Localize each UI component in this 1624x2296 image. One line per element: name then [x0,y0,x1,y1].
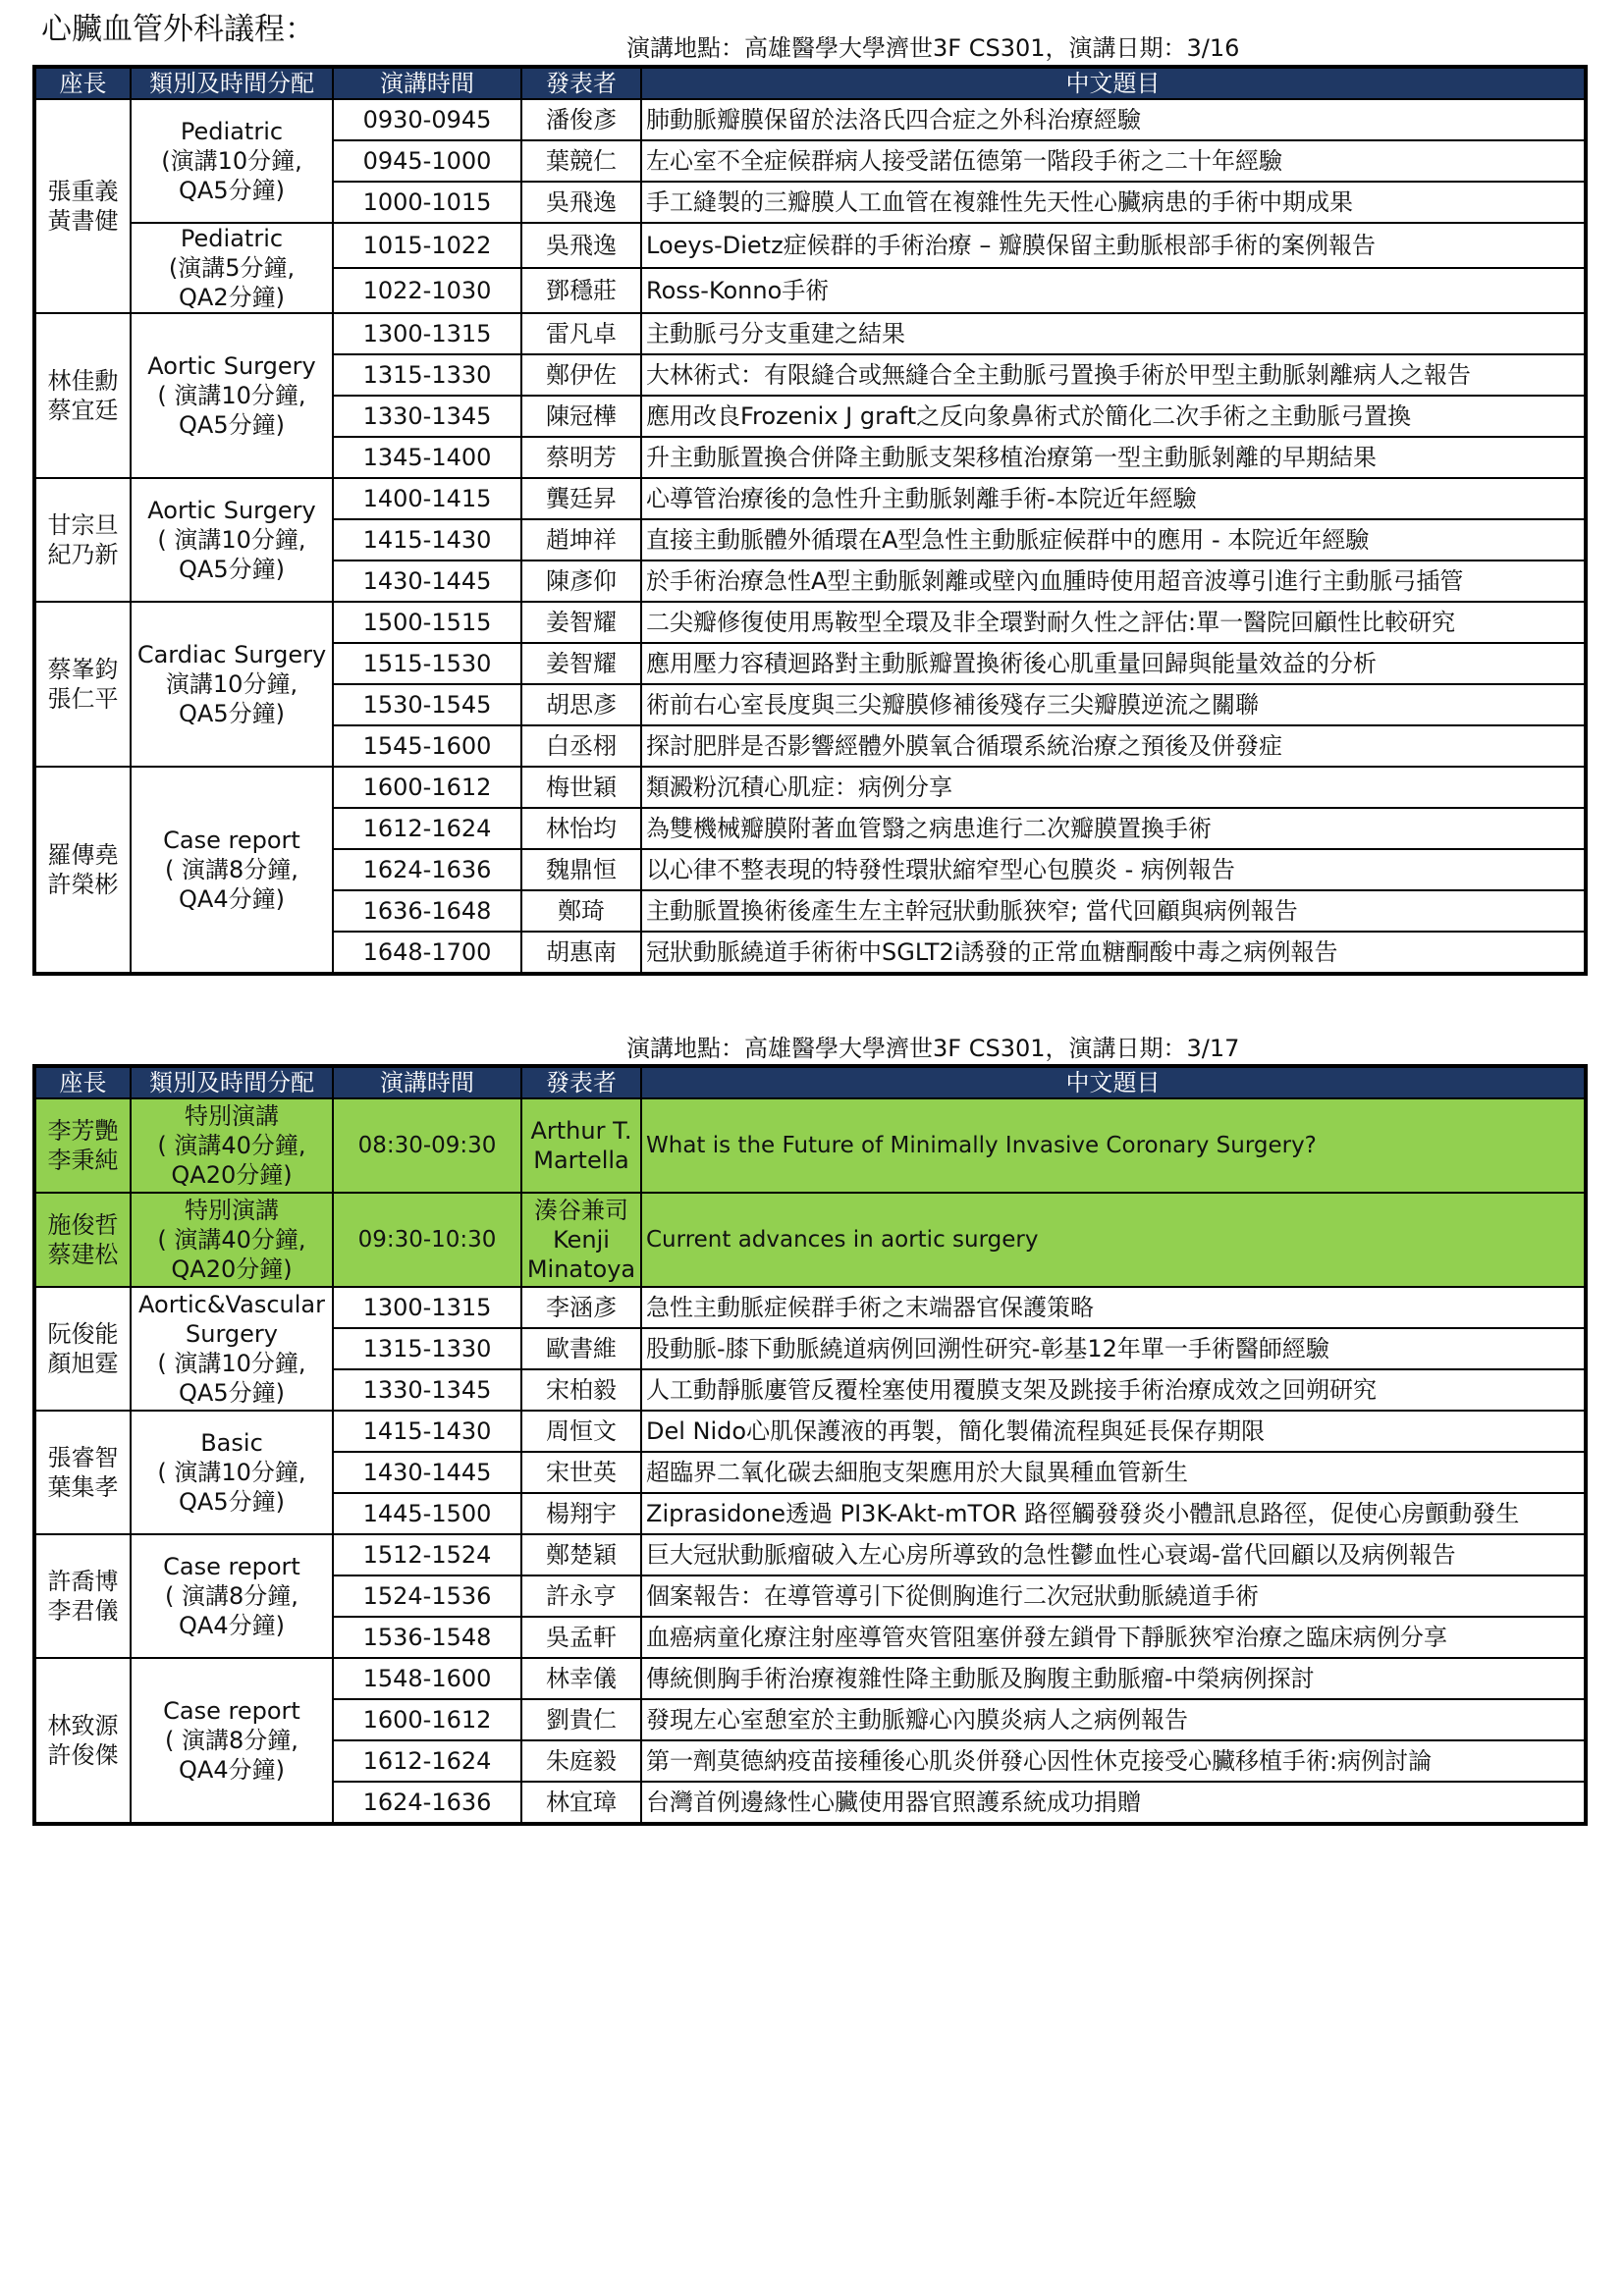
chair-name: 顏旭霆 [47,1350,119,1377]
presenter-name: 吳孟軒 [521,1617,641,1658]
presenter-name: 陳彥仰 [521,561,641,602]
presenter-name: 白丞栩 [521,725,641,767]
talk-time: 1624-1636 [333,1782,521,1824]
talk-time: 1300-1315 [333,313,521,354]
session-chairs [34,1658,131,1824]
presenter-line: Kenji [553,1226,610,1254]
presenter-name: 歐書維 [521,1328,641,1369]
talk-time: 1430-1445 [333,1452,521,1493]
presenter-name: 胡思彥 [521,684,641,725]
talk-time: 1548-1600 [333,1658,521,1699]
special-lecture-row [34,1098,1586,1193]
talk-time: 1545-1600 [333,725,521,767]
talk-time: 1000-1015 [333,182,521,223]
presenter-name: 蔡明芳 [521,437,641,478]
talk-topic: 心導管治療後的急性升主動脈剝離手術-本院近年經驗 [641,478,1586,519]
presenter-name: 楊翔宇 [521,1493,641,1534]
talk-time: 0930-0945 [333,99,521,140]
presenter-header: 發表者 [521,67,641,99]
category-line: QA5分鐘) [179,700,285,727]
talk-topic: What is the Future of Minimally Invasive Coronary Surgery? [641,1098,1586,1193]
talk-topic: 冠狀動脈繞道手術術中SGLT2i誘發的正常血糖酮酸中毒之病例報告 [641,932,1586,974]
category-line: QA5分鐘) [179,411,285,439]
talk-topic: 主動脈置換術後產生左主幹冠狀動脈狹窄; 當代回顧與病例報告 [641,890,1586,932]
presenter-name: 周恒文 [521,1411,641,1452]
session-category [131,313,333,478]
talk-topic: 個案報告：在導管導引下從側胸進行二次冠狀動脈繞道手術 [641,1575,1586,1617]
table-row [34,1658,1586,1699]
presenter-name: 趙坤祥 [521,519,641,561]
presenter-name: 林幸儀 [521,1658,641,1699]
presenter-name: 林怡均 [521,808,641,849]
chair-name: 黃書健 [47,207,119,235]
talk-topic: Current advances in aortic surgery [641,1193,1586,1287]
category-line: QA20分鐘) [171,1161,293,1189]
topic-header: 中文題目 [641,1066,1586,1098]
talk-time: 1512-1524 [333,1534,521,1575]
talk-time: 1315-1330 [333,354,521,396]
talk-topic: 左心室不全症候群病人接受諾伍德第一階段手術之二十年經驗 [641,140,1586,182]
session-chairs [34,1098,131,1193]
chair-name: 李芳艷 [47,1117,119,1145]
talk-time: 1330-1345 [333,396,521,437]
chair-name: 紀乃新 [47,541,119,568]
page-title: 心臟血管外科議程： [41,12,315,47]
session-category [131,1193,333,1287]
category-line: QA2分鐘) [179,284,285,311]
category-line: QA4分鐘) [179,1612,285,1639]
category-line: QA5分鐘) [179,556,285,583]
session-category [131,1658,333,1824]
talk-time: 1445-1500 [333,1493,521,1534]
category-line: Case report [163,1553,300,1580]
category-line: 特別演講 [185,1102,279,1130]
presenter-name [521,1193,641,1287]
category-line: ( 演講10分鐘, [157,382,306,409]
table-header [34,67,1586,99]
talk-time: 1015-1022 [333,223,521,268]
category-line: Aortic Surgery [147,352,316,380]
category-line: ( 演講10分鐘, [157,1459,306,1486]
talk-time: 1612-1624 [333,808,521,849]
talk-time: 1648-1700 [333,932,521,974]
presenter-line: Arthur T. [530,1117,632,1145]
talk-topic: 第一劑莫德納疫苗接種後心肌炎併發心因性休克接受心臟移植手術:病例討論 [641,1740,1586,1782]
presenter-name: 胡惠南 [521,932,641,974]
talk-topic: 發現左心室憩室於主動脈瓣心內膜炎病人之病例報告 [641,1699,1586,1740]
presenter-name: 葉競仁 [521,140,641,182]
table-row [34,767,1586,808]
presenter-name: 龔廷昇 [521,478,641,519]
talk-time: 1330-1345 [333,1369,521,1411]
category-line: ( 演講40分鐘, [157,1132,306,1159]
table-row [34,223,1586,268]
talk-time: 08:30-09:30 [333,1098,521,1193]
category-header: 類別及時間分配 [131,67,333,99]
talk-topic: 直接主動脈體外循環在A型急性主動脈症候群中的應用 - 本院近年經驗 [641,519,1586,561]
category-line: ( 演講40分鐘, [157,1226,306,1254]
time-header: 演講時間 [333,1066,521,1098]
category-line: ( 演講10分鐘, [157,526,306,554]
schedule-table-day2 [32,1064,1588,1826]
talk-time: 1415-1430 [333,519,521,561]
talk-topic: 為雙機械瓣膜附著血管翳之病患進行二次瓣膜置換手術 [641,808,1586,849]
table-row [34,1287,1586,1328]
presenter-name [521,1098,641,1193]
presenter-line: Minatoya [526,1255,636,1283]
talk-time: 1612-1624 [333,1740,521,1782]
talk-topic: Del Nido心肌保護液的再製，簡化製備流程與延長保存期限 [641,1411,1586,1452]
chair-name: 許喬博 [47,1568,119,1595]
presenter-name: 姜智耀 [521,643,641,684]
category-line: (演講5分鐘, [168,254,296,282]
chair-name: 林佳勳 [47,367,119,395]
talk-time: 1515-1530 [333,643,521,684]
talk-topic: Loeys-Dietz症候群的手術治療 – 瓣膜保留主動脈根部手術的案例報告 [641,223,1586,268]
talk-topic: 血癌病童化療注射座導管夾管阻塞併發左鎖骨下靜脈狹窄治療之臨床病例分享 [641,1617,1586,1658]
presenter-name: 劉貴仁 [521,1699,641,1740]
talk-topic: 應用改良Frozenix J graft之反向象鼻術式於簡化二次手術之主動脈弓置換 [641,396,1586,437]
chair-name: 林致源 [47,1712,119,1739]
session-chairs [34,602,131,767]
chair-name: 甘宗旦 [47,511,119,539]
talk-topic: 急性主動脈症候群手術之末端器官保護策略 [641,1287,1586,1328]
category-line: QA5分鐘) [179,1379,285,1407]
presenter-name: 陳冠樺 [521,396,641,437]
presenter-name: 林宜璋 [521,1782,641,1824]
talk-time: 1022-1030 [333,268,521,313]
chair-name: 蔡峯鈞 [47,656,119,683]
talk-time: 1600-1612 [333,767,521,808]
presenter-header: 發表者 [521,1066,641,1098]
chair-name: 李秉純 [47,1147,119,1174]
presenter-name: 鄭琦 [521,890,641,932]
session-chairs [34,1534,131,1658]
chair-name: 李君儀 [47,1597,119,1625]
talk-time: 1624-1636 [333,849,521,890]
presenter-name: 宋柏毅 [521,1369,641,1411]
table-row [34,478,1586,519]
session-category [131,99,333,223]
talk-topic: Ross-Konno手術 [641,268,1586,313]
talk-topic: 超臨界二氧化碳去細胞支架應用於大鼠異種血管新生 [641,1452,1586,1493]
presenter-name: 李涵彥 [521,1287,641,1328]
category-line: QA5分鐘) [179,177,285,204]
talk-topic: 股動脈-膝下動脈繞道病例回溯性研究-彰基12年單一手術醫師經驗 [641,1328,1586,1369]
topic-header: 中文題目 [641,67,1586,99]
talk-time: 1524-1536 [333,1575,521,1617]
chair-name: 阮俊能 [47,1320,119,1348]
category-line: 特別演講 [185,1197,279,1224]
category-line: Aortic Surgery [147,497,316,524]
venue-date-day1: 演講地點：高雄醫學大學濟世3F CS301，演講日期：3/16 [626,34,1240,62]
session-category [131,767,333,974]
talk-topic: 傳統側胸手術治療複雜性降主動脈及胸腹主動脈瘤-中榮病例探討 [641,1658,1586,1699]
presenter-line: Martella [533,1147,629,1174]
talk-topic: 以心律不整表現的特發性環狀縮窄型心包膜炎 - 病例報告 [641,849,1586,890]
session-category [131,1098,333,1193]
table-row [34,602,1586,643]
category-line: QA5分鐘) [179,1488,285,1516]
chair-name: 蔡宜廷 [47,397,119,424]
talk-topic: 術前右心室長度與三尖瓣膜修補後殘存三尖瓣膜逆流之關聯 [641,684,1586,725]
talk-topic: 肺動脈瓣膜保留於法洛氏四合症之外科治療經驗 [641,99,1586,140]
chair-name: 許榮彬 [47,871,119,898]
chair-name: 羅傳堯 [47,841,119,869]
session-chairs [34,313,131,478]
talk-topic: 於手術治療急性A型主動脈剝離或壁內血腫時使用超音波導引進行主動脈弓插管 [641,561,1586,602]
session-category [131,1411,333,1534]
talk-time: 1400-1415 [333,478,521,519]
category-line: Basic [200,1429,263,1457]
session-chairs [34,1287,131,1411]
category-line: Case report [163,1697,300,1725]
category-line: ( 演講8分鐘, [165,1727,298,1754]
category-line: QA4分鐘) [179,885,285,913]
category-line: Pediatric [180,225,284,252]
category-line: Aortic&Vascular [138,1291,325,1318]
category-line: Cardiac Surgery [136,641,327,668]
talk-time: 1536-1548 [333,1617,521,1658]
presenter-name: 鄭伊佐 [521,354,641,396]
session-category [131,1534,333,1658]
presenter-name: 魏鼎恒 [521,849,641,890]
talk-topic: 升主動脈置換合併降主動脈支架移植治療第一型主動脈剝離的早期結果 [641,437,1586,478]
talk-topic: 主動脈弓分支重建之結果 [641,313,1586,354]
session-chairs [34,99,131,313]
talk-topic: 手工縫製的三瓣膜人工血管在複雜性先天性心臟病患的手術中期成果 [641,182,1586,223]
talk-time: 0945-1000 [333,140,521,182]
presenter-name: 梅世穎 [521,767,641,808]
chair-name: 許俊傑 [47,1741,119,1769]
schedule-table-day1 [32,65,1588,976]
presenter-name: 吳飛逸 [521,223,641,268]
session-chairs [34,767,131,974]
talk-time: 1345-1400 [333,437,521,478]
session-category [131,602,333,767]
talk-time: 1636-1648 [333,890,521,932]
talk-time: 09:30-10:30 [333,1193,521,1287]
chair-name: 張睿智 [47,1444,119,1471]
category-line: Surgery [186,1320,278,1348]
chair-header: 座長 [34,1066,131,1098]
presenter-line: 湊谷兼司 [534,1197,628,1224]
talk-topic: 二尖瓣修復使用馬鞍型全環及非全環對耐久性之評估:單一醫院回顧性比較研究 [641,602,1586,643]
talk-time: 1500-1515 [333,602,521,643]
session-category [131,223,333,313]
table-row [34,1411,1586,1452]
presenter-name: 潘俊彥 [521,99,641,140]
chair-name: 葉集孝 [47,1473,119,1501]
time-header: 演講時間 [333,67,521,99]
talk-time: 1415-1430 [333,1411,521,1452]
presenter-name: 鄭楚穎 [521,1534,641,1575]
chair-name: 蔡建松 [47,1241,119,1268]
presenter-name: 朱庭毅 [521,1740,641,1782]
table-row [34,1534,1586,1575]
talk-time: 1600-1612 [333,1699,521,1740]
talk-topic: 巨大冠狀動脈瘤破入左心房所導致的急性鬱血性心衰竭-當代回顧以及病例報告 [641,1534,1586,1575]
presenter-name: 吳飛逸 [521,182,641,223]
presenter-name: 雷凡卓 [521,313,641,354]
category-line: ( 演講10分鐘, [157,1350,306,1377]
category-line: QA4分鐘) [179,1756,285,1784]
category-line: Case report [163,827,300,854]
talk-topic: 大林術式：有限縫合或無縫合全主動脈弓置換手術於甲型主動脈剝離病人之報告 [641,354,1586,396]
presenter-name: 許永亨 [521,1575,641,1617]
category-line: QA20分鐘) [171,1255,293,1283]
session-chairs [34,1193,131,1287]
table-row [34,99,1586,140]
talk-topic: 應用壓力容積迴路對主動脈瓣置換術後心肌重量回歸與能量效益的分析 [641,643,1586,684]
session-category [131,1287,333,1411]
session-chairs [34,1411,131,1534]
presenter-name: 姜智耀 [521,602,641,643]
special-lecture-row [34,1193,1586,1287]
talk-time: 1300-1315 [333,1287,521,1328]
talk-topic: 探討肥胖是否影響經體外膜氧合循環系統治療之預後及併發症 [641,725,1586,767]
presenter-name: 宋世英 [521,1452,641,1493]
talk-time: 1430-1445 [333,561,521,602]
category-line: 演講10分鐘, [165,670,298,698]
category-line: ( 演講8分鐘, [165,856,298,883]
category-line: Pediatric [180,118,284,145]
chair-header: 座長 [34,67,131,99]
category-line: (演講10分鐘, [161,147,302,175]
venue-date-day2: 演講地點：高雄醫學大學濟世3F CS301，演講日期：3/17 [626,1035,1240,1062]
table-header [34,1066,1586,1098]
chair-name: 施俊哲 [47,1211,119,1239]
talk-topic: 台灣首例邊緣性心臟使用器官照護系統成功捐贈 [641,1782,1586,1824]
category-header: 類別及時間分配 [131,1066,333,1098]
chair-name: 張重義 [47,178,119,205]
session-category [131,478,333,602]
category-line: ( 演講8分鐘, [165,1582,298,1610]
talk-time: 1530-1545 [333,684,521,725]
table-row [34,313,1586,354]
talk-topic: Ziprasidone透過 PI3K-Akt-mTOR 路徑觸發發炎小體訊息路徑，促使心房顫動發生 [641,1493,1586,1534]
talk-time: 1315-1330 [333,1328,521,1369]
session-chairs [34,478,131,602]
talk-topic: 類澱粉沉積心肌症：病例分享 [641,767,1586,808]
chair-name: 張仁平 [47,685,119,713]
talk-topic: 人工動靜脈廔管反覆栓塞使用覆膜支架及跳接手術治療成效之回朔研究 [641,1369,1586,1411]
presenter-name: 鄧穩莊 [521,268,641,313]
